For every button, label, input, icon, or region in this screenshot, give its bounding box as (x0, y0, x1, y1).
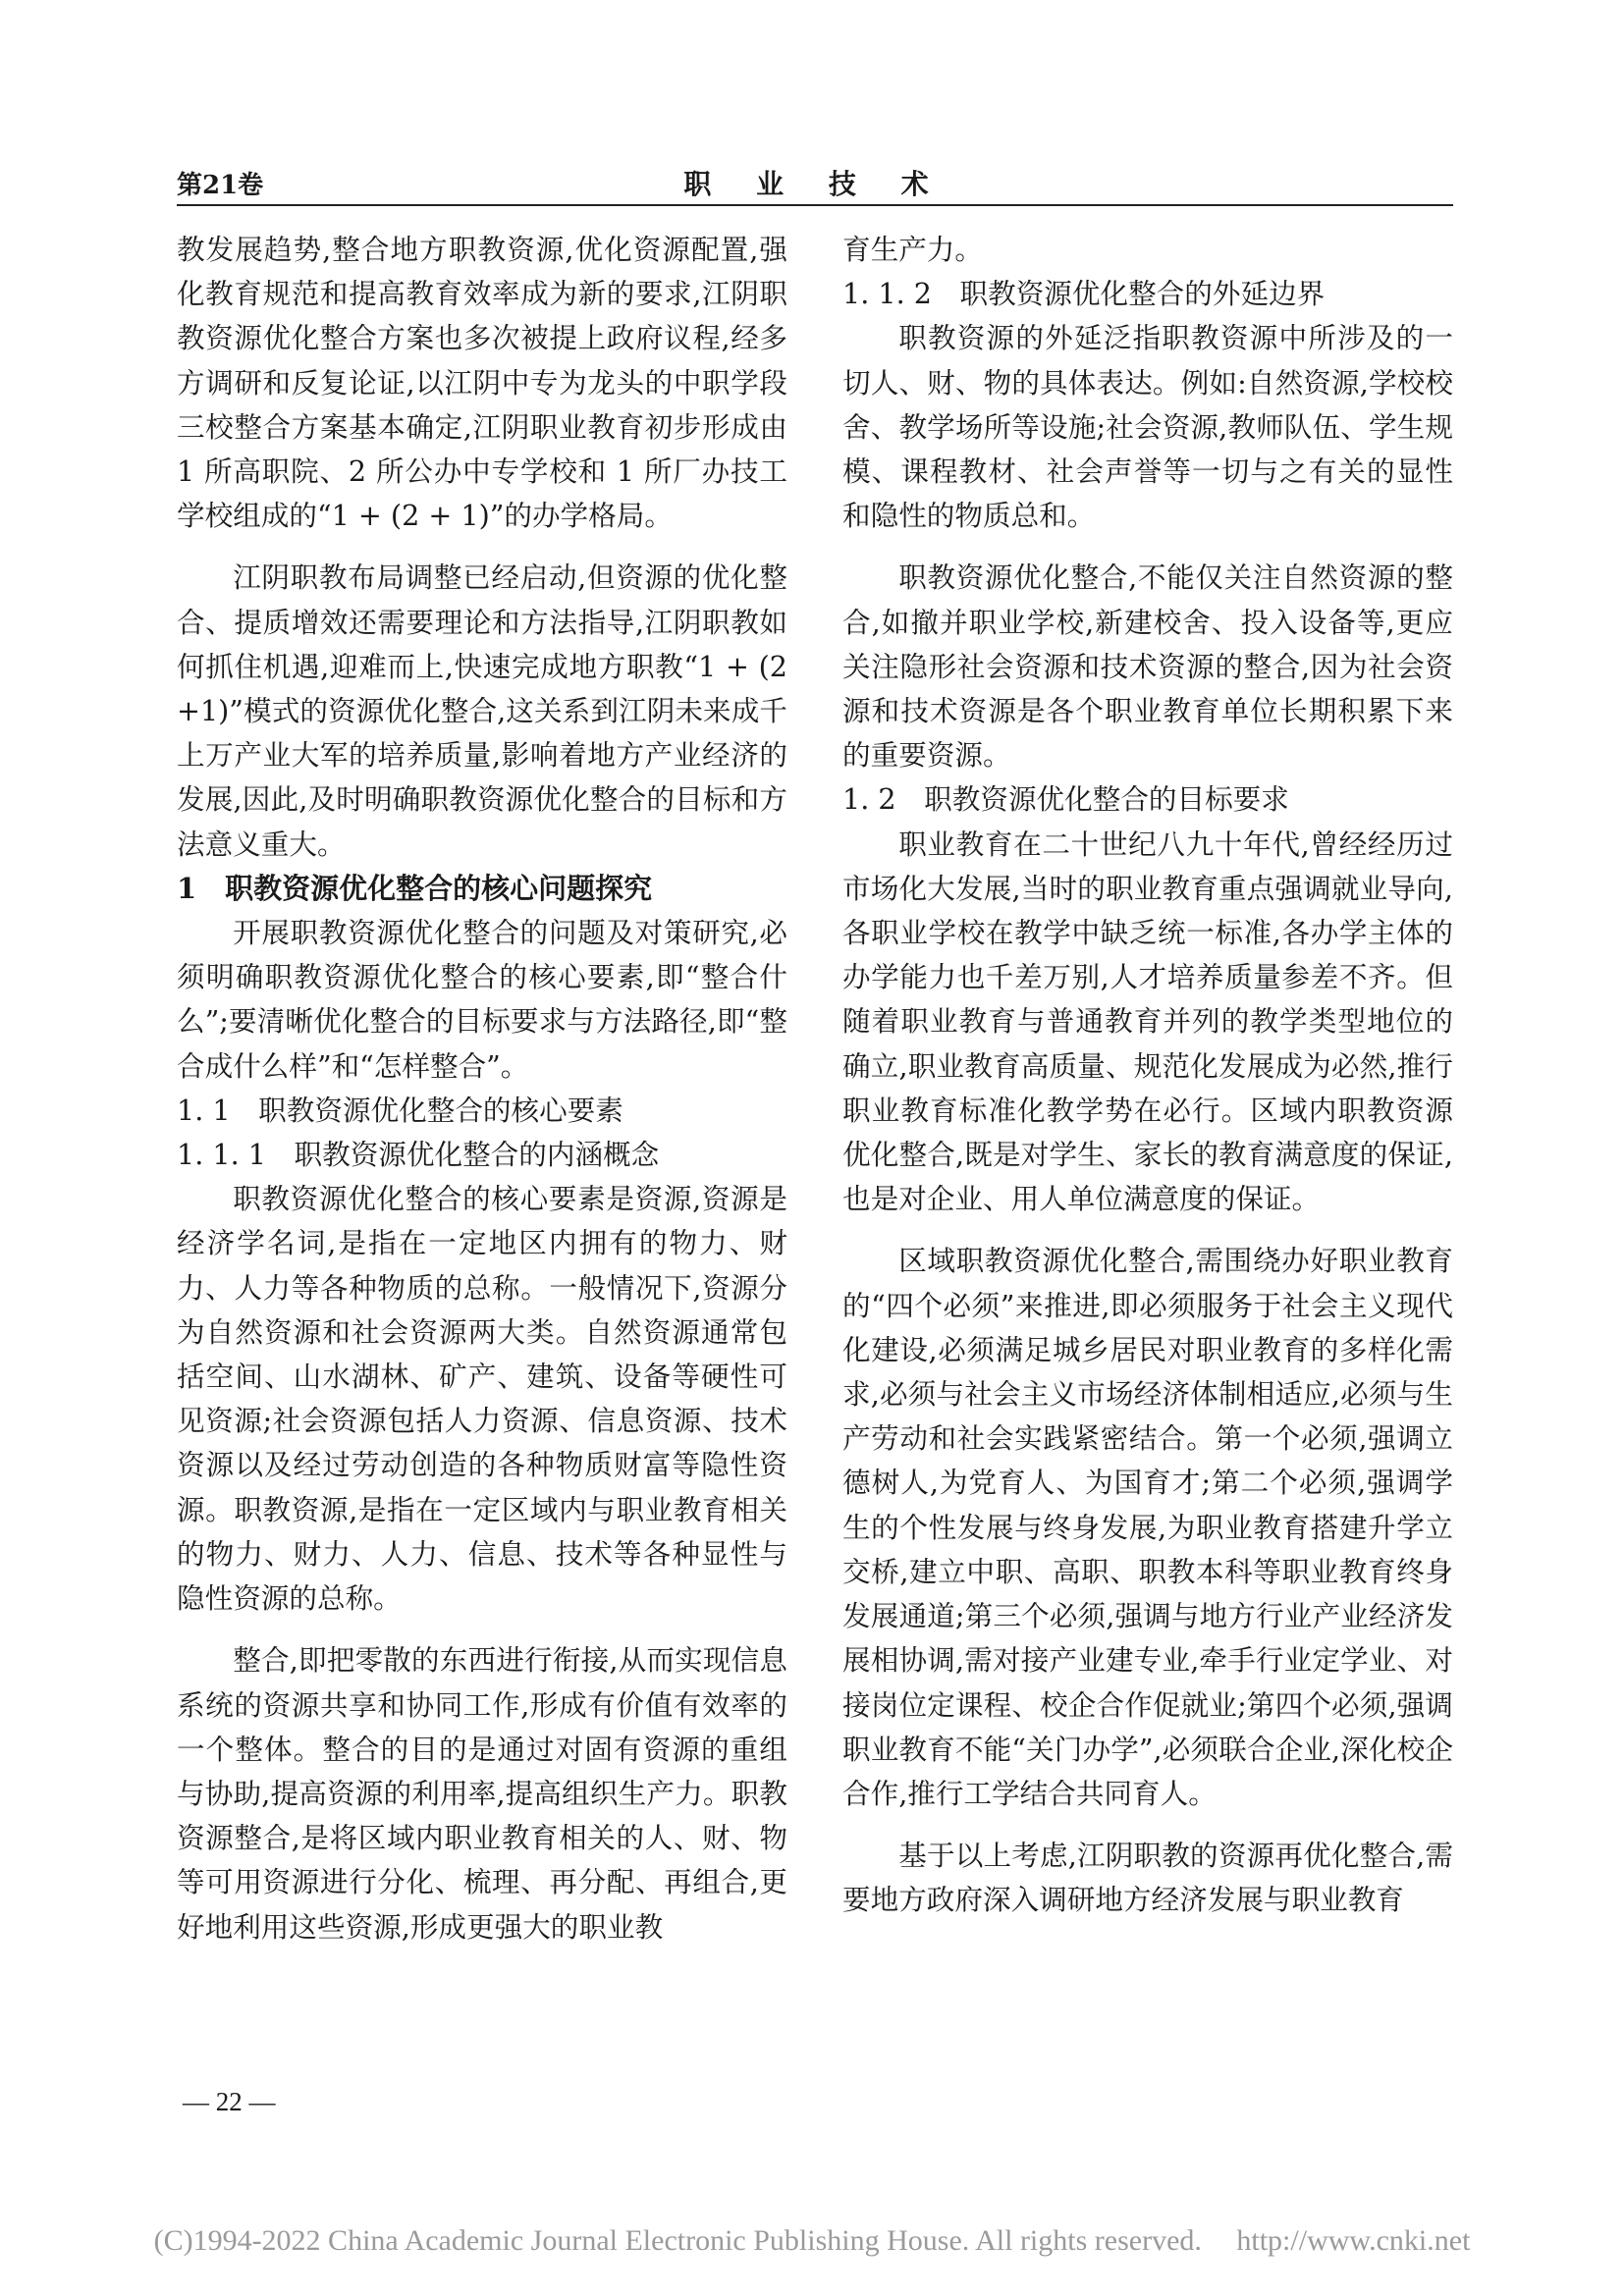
volume-label: 第21卷 (177, 171, 264, 200)
copyright-footer (0, 2224, 1624, 2258)
paragraph: 区域职教资源优化整合,需围绕办好职业教育的“四个必须”来推进,即必须服务于社会主义现代化建设,必须满足城乡居民对职业教育的多样化需求,必须与社会主义市场经济体制相适应,必须与生产劳动和社会实践紧密结合。第一个必须,强调立德树人,为党育人、为国育才;第二个必须,强调学生的个性发展与终身发展,为职业教育搭建升学立交桥,建立中职、高职、职教本科等职业教育终身发展通道;第三个必须,强调与地方行业产业经济发展相协调,需对接产业建专业,牵手行业定学业、对接岗位定课程、校企合作促就业;第四个必须,强调职业教育不能“关门办学”,必须联合企业,深化校企合作,推行工学结合共同育人。 (842, 1244, 1453, 1810)
footer-url: http://www.cnki.net (1236, 2224, 1471, 2257)
paragraph: 职教资源优化整合,不能仅关注自然资源的整合,如撤并职业学校,新建校舍、投入设备等,更应关注隐形社会资源和技术资源的整合,因为社会资源和技术资源是各个职业教育单位长期积累下来的重要资源。 (842, 561, 1453, 773)
subsection-heading: 1. 1 职教资源优化整合的核心要素 (177, 1093, 623, 1127)
paragraph: 职业教育在二十世纪八九十年代,曾经经历过市场化大发展,当时的职业教育重点强调就业导向,各职业学校在教学中缺乏统一标准,各办学主体的办学能力也千差万别,人才培养质量参差不齐。但随着职业教育与普通教育并列的教学类型地位的确立,职业教育高质量、规范化发展成为必然,推行职业教育标准化教学势在必行。区域内职教资源优化整合,既是对学生、家长的教育满意度的保证,也是对企业、用人单位满意度的保证。 (842, 827, 1453, 1216)
paragraph: 育生产力。 (842, 233, 983, 266)
right-column (842, 228, 1453, 1923)
subsubsection-heading: 1. 1. 1 职教资源优化整合的内涵概念 (177, 1138, 660, 1172)
left-column (177, 228, 787, 1949)
section-heading: 1 职教资源优化整合的核心问题探究 (177, 871, 653, 905)
running-header (177, 157, 1453, 206)
paragraph: 江阴职教布局调整已经启动,但资源的优化整合、提质增效还需要理论和方法指导,江阴职教如何抓住机遇,迎难而上,快速完成地方职教“1 + (2 +1)”模式的资源优化整合,这关系到江阴未来成千上万产业大军的培养质量,影响着地方产业经济的发展,因此,及时明确职教资源优化整合的目标和方法意义重大。 (177, 561, 787, 861)
paragraph: 基于以上考虑,江阴职教的资源再优化整合,需要地方政府深入调研地方经济发展与职业教育 (842, 1839, 1453, 1917)
paragraph: 职教资源的外延泛指职教资源中所涉及的一切人、财、物的具体表达。例如:自然资源,学校校舍、教学场所等设施;社会资源,教师队伍、学生规模、课程教材、社会声誉等一切与之有关的显性和隐性的物质总和。 (842, 321, 1453, 533)
paragraph: 职教资源优化整合的核心要素是资源,资源是经济学名词,是指在一定地区内拥有的物力、财力、人力等各种物质的总称。一般情况下,资源分为自然资源和社会资源两大类。自然资源通常包括空间、山水湖林、矿产、建筑、设备等硬性可见资源;社会资源包括人力资源、信息资源、技术资源以及经过劳动创造的各种物质财富等隐性资源。职教资源,是指在一定区域内与职业教育相关的物力、财力、人力、信息、技术等各种显性与隐性资源的总称。 (177, 1182, 787, 1616)
page-number: — 22 — (183, 2087, 276, 2116)
header-rule (177, 204, 1453, 206)
paragraph: 整合,即把零散的东西进行衔接,从而实现信息系统的资源共享和协同工作,形成有价值有效率的一个整体。整合的目的是通过对固有资源的重组与协助,提高资源的利用率,提高组织生产力。职教资源整合,是将区域内职业教育相关的人、财、物等可用资源进行分化、梳理、再分配、再组合,更好地利用这些资源,形成更强大的职业教 (177, 1643, 787, 1944)
copyright-text: (C)1994-2022 China Academic Journal Electronic Publishing House. All rights reserved. (153, 2224, 1202, 2257)
journal-title: 职 业 技 术 (683, 168, 947, 200)
paragraph: 教发展趋势,整合地方职教资源,优化资源配置,强化教育规范和提高教育效率成为新的要求,江阴职教资源优化整合方案也多次被提上政府议程,经多方调研和反复论证,以江阴中专为龙头的中职学段三校整合方案基本确定,江阴职业教育初步形成由 1 所高职院、2 所公办中专学校和 1 所厂办技工学校组成的“1 + (2 + 1)”的办学格局。 (177, 233, 787, 533)
subsubsection-heading: 1. 1. 2 职教资源优化整合的外延边界 (842, 277, 1326, 311)
paragraph: 开展职教资源优化整合的问题及对策研究,必须明确职教资源优化整合的核心要素,即“整合什么”;要清晰优化整合的目标要求与方法路径,即“整合成什么样”和“怎样整合”。 (177, 916, 787, 1083)
subsection-heading: 1. 2 职教资源优化整合的目标要求 (842, 782, 1289, 817)
